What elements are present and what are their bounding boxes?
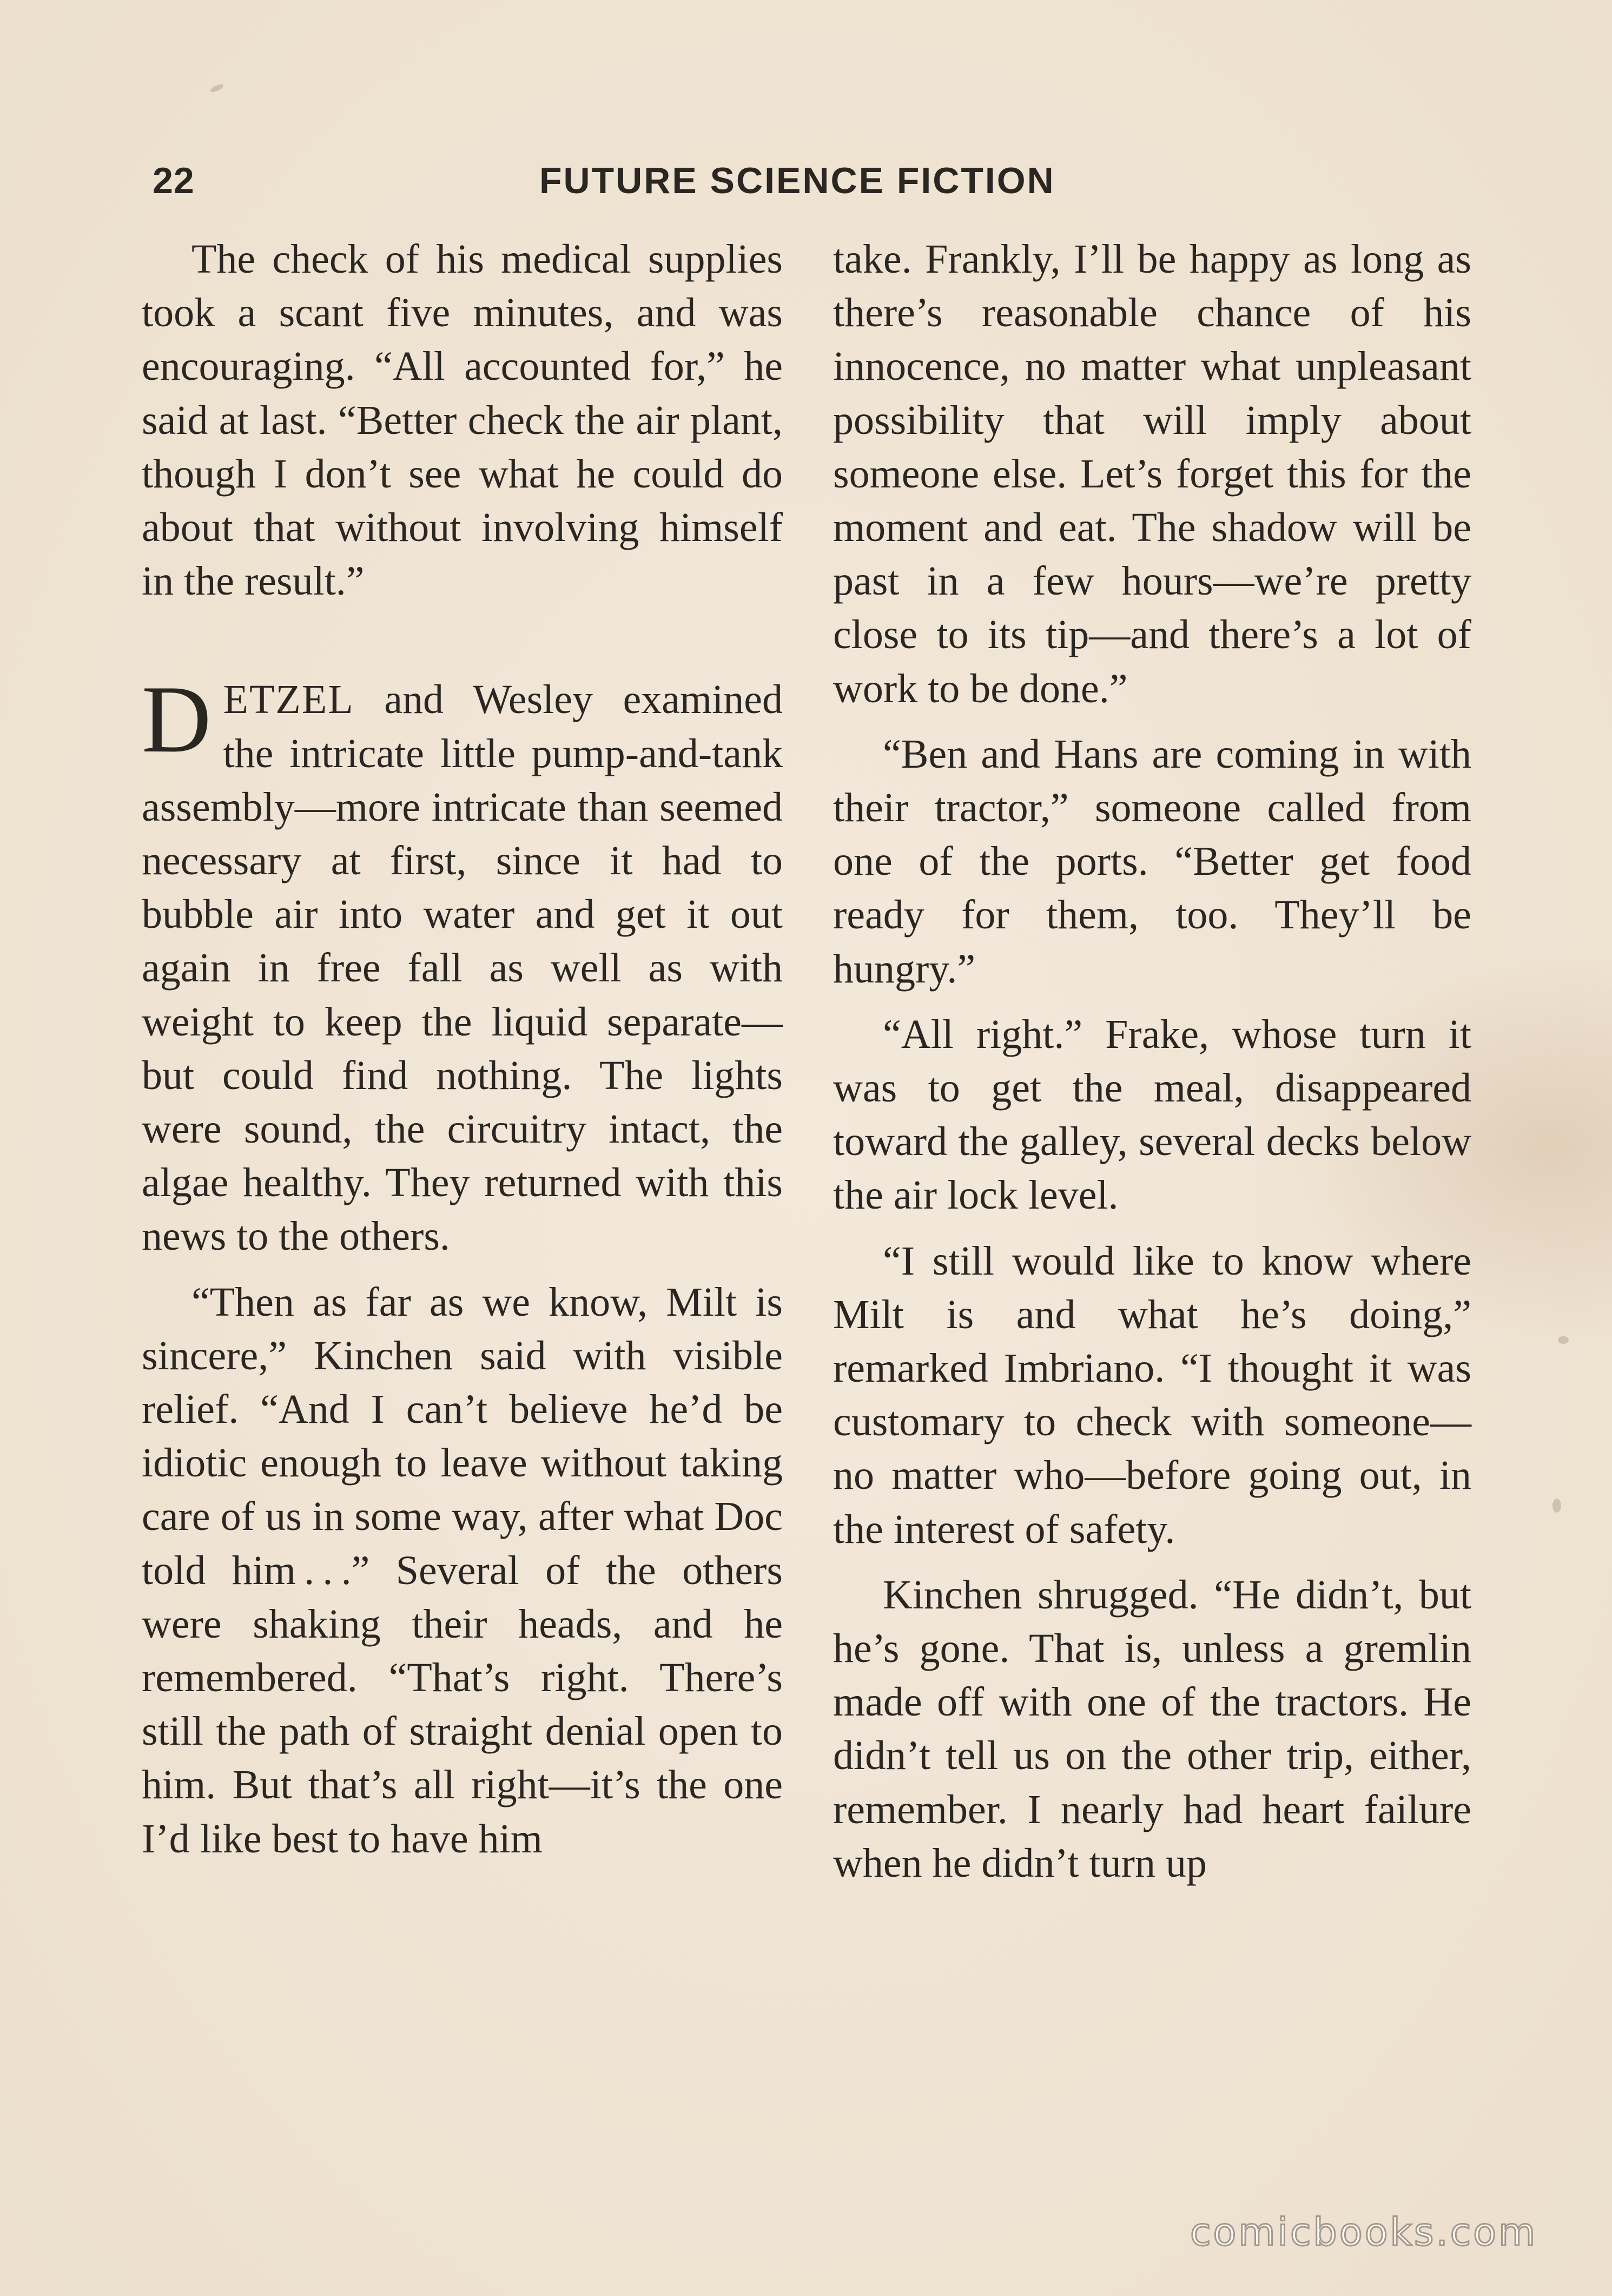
ink-smudge [1558,1336,1569,1344]
paragraph: “Ben and Hans are coming in with their tractor,” someone called from one of the ports. “Better get food ready for them, too. They’ll be hungry.” [833,731,1471,992]
paragraph: “I still would like to know where Milt is and what he’s doing,” remarked Imbriano. “I thought it was customary to check with someone—no matter who—before going out, in the interest of safety. [833,1238,1471,1552]
paragraph: The check of his medical supplies took a scant five minutes, and was encouraging. “All accounted for,” he said at last. “Better check the air plant, though I don’t see what he could do about that without involving himself in the result.” [142,236,783,604]
page-number: 22 [153,160,195,201]
paragraph: “All right.” Frake, whose turn it was to get the meal, disappeared toward the galley, several decks below the air lock level. [833,1011,1471,1218]
drop-cap: D [142,665,212,773]
left-column [142,233,783,1866]
paragraph: take. Frankly, I’ll be happy as long as there’s reasonable chance of his innocence, no matter what unpleasant possibility that will imply about someone else. Let’s forget this for the moment and eat. The shadow will be past in a few hours—we’re pretty close to its tip—and there’s a lot of work to be done.” [833,236,1471,711]
right-column [833,233,1471,1890]
ink-smudge [209,83,224,94]
ink-smudge [1552,1499,1561,1513]
page-header [142,160,1094,208]
paragraph: “Then as far as we know, Milt is sincere,” Kinchen said with visible relief. “And I can’t believe he’d be idiotic enough to leave without taking care of us in some way, after what Doc told him . . .” Several of the others were shaking their heads, and he remembered. “That’s right. There’s still the path of straight denial open to him. But that’s all right—it’s the one I’d like best to have him [142,1279,783,1862]
watermark: comicbooks.com [1190,2210,1538,2254]
paragraph-with-dropcap [142,665,783,1263]
running-title: FUTURE SCIENCE FICTION [539,160,1055,201]
paragraph: Kinchen shrugged. “He didn’t, but he’s gone. That is, unless a gremlin made off with one of the tractors. He didn’t tell us on the other trip, either, remember. I nearly had heart failure when he didn’t turn up [833,1572,1471,1886]
small-caps-word: ETZEL [223,677,354,723]
paragraph-text: and Wesley examined the intricate little pump-and-tank assembly—more intricate than seemed necessary at first, since it had to bubble air into water and get it out again in free fall as well as with weight to keep the liquid separate—but could find nothing. The lights were sound, the circuitry intact, the algae healthy. They returned with this news to the others. [142,677,783,1259]
